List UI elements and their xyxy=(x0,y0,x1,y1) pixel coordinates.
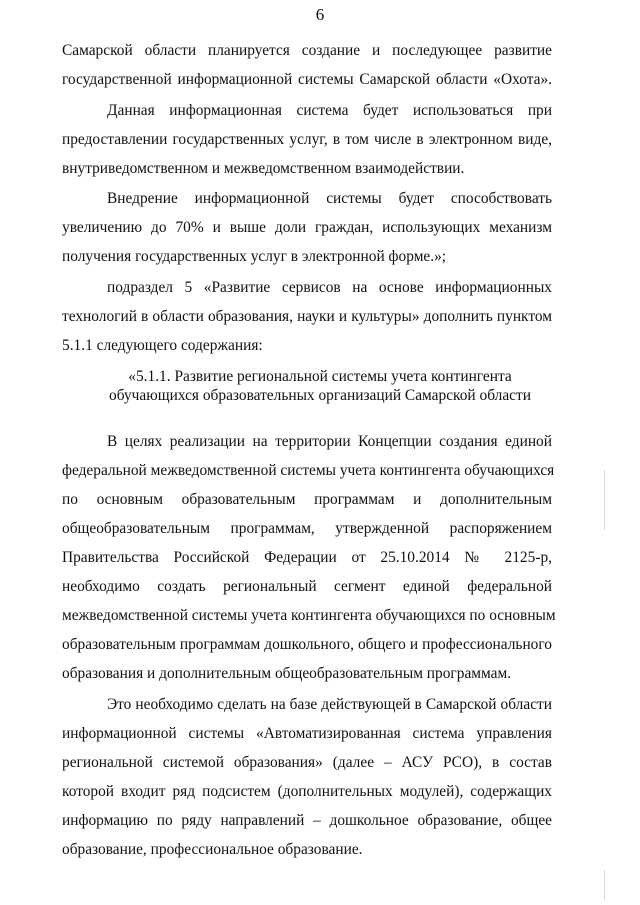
text-line: необходимо создать региональный сегмент единой федеральной xyxy=(62,578,552,595)
text-line: общеобразовательным программам, утвержденной распоряжением xyxy=(62,520,552,537)
text-line: которой входит ряд подсистем (дополнительных модулей), содержащих xyxy=(62,783,552,800)
scan-edge-mark xyxy=(604,470,605,530)
text-line: информационной системы «Автоматизированная система управления xyxy=(62,725,552,742)
text-line: образования и дополнительным общеобразовательным программам. xyxy=(62,665,512,682)
text-line: 5.1.1 следующего содержания: xyxy=(62,337,263,354)
text-line: образование, профессиональное образование. xyxy=(62,841,363,858)
page-number: 6 xyxy=(315,5,325,24)
text-line: Это необходимо сделать на базе действующей в Самарской области xyxy=(107,696,552,713)
text-line: Внедрение информационной системы будет способствовать xyxy=(107,190,552,207)
text-line: образовательным программам дошкольного, общего и профессионального xyxy=(62,636,552,653)
text-line: федеральной межведомственной системы учета контингента обучающихся xyxy=(62,462,555,479)
text-line: межведомственной системы учета контингента обучающихся по основным xyxy=(62,607,556,624)
text-line: В целях реализации на территории Концепции создания единой xyxy=(107,433,552,450)
text-line: государственной информационной системы Самарской области «Охота». xyxy=(62,71,552,88)
text-line: внутриведомственном и межведомственном взаимодействии. xyxy=(62,160,465,177)
text-line: по основным образовательным программам и дополнительным xyxy=(62,491,552,508)
scan-edge-mark xyxy=(604,870,605,900)
text-line: технологий в области образования, науки и культуры» дополнить пунктом xyxy=(62,308,552,325)
section-heading-line: «5.1.1. Развитие региональной системы учета контингента xyxy=(128,368,512,385)
text-line: получения государственных услуг в электронной форме.»; xyxy=(62,248,447,265)
text-line: информацию по ряду направлений – дошкольное образование, общее xyxy=(62,812,552,829)
text-line: Правительства Российской Федерации от 25.10.2014 № 2125-р, xyxy=(62,549,552,566)
text-line: региональной системой образования» (далее – АСУ РСО), в состав xyxy=(62,754,552,771)
section-heading-line: обучающихся образовательных организаций Самарской области xyxy=(109,387,531,404)
text-line: предоставлении государственных услуг, в том числе в электронном виде, xyxy=(62,131,552,148)
text-line: увеличению до 70% и выше доли граждан, использующих механизм xyxy=(62,219,552,236)
text-line: Данная информационная система будет использоваться при xyxy=(107,102,552,119)
text-line: Самарской области планируется создание и последующее развитие xyxy=(62,42,552,59)
text-line: подраздел 5 «Развитие сервисов на основе информационных xyxy=(107,279,552,296)
